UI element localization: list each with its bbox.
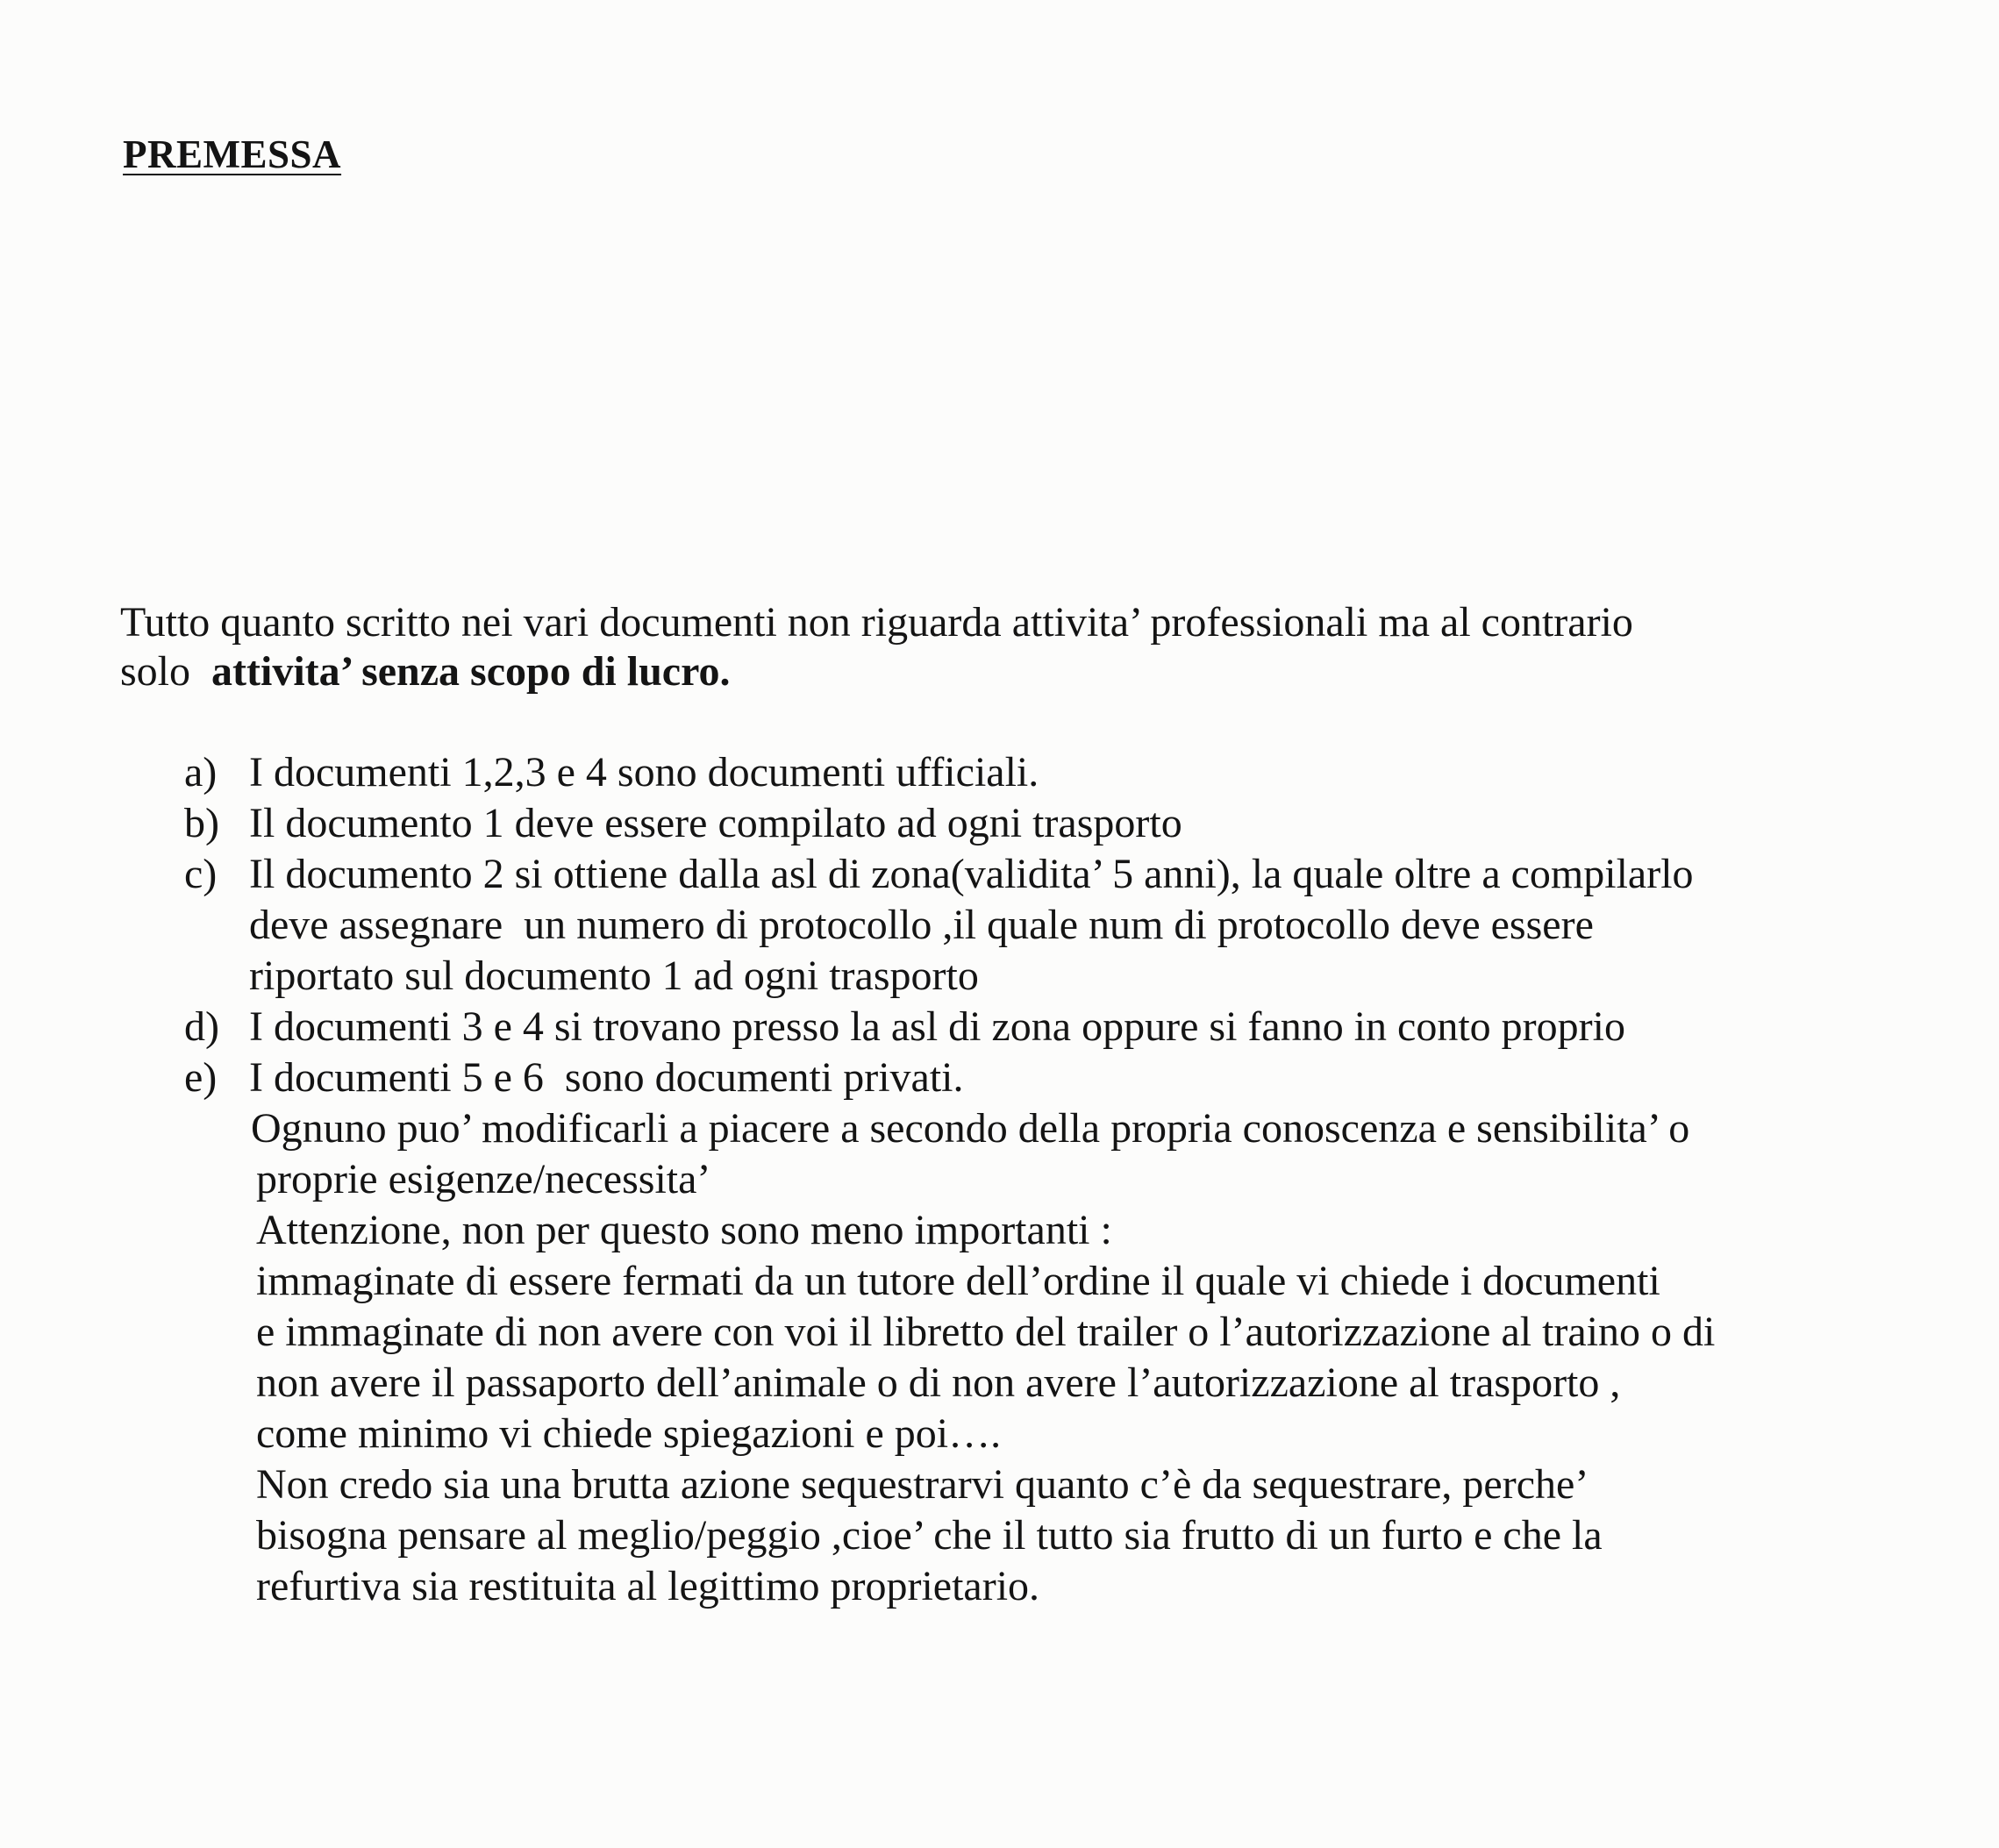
intro-line-2-prefix: solo (120, 648, 212, 695)
note-line-3: Attenzione, non per questo sono meno importanti : (256, 1207, 1112, 1253)
note-line-10: refurtiva sia restituita al legittimo proprietario. (256, 1563, 1040, 1609)
note-line-1: Ognuno puo’ modificarli a piacere a secondo della propria conoscenza e sensibilita’ o (251, 1105, 1690, 1152)
note-line-5: e immaginate di non avere con voi il libretto del trailer o l’autorizzazione al traino o di (256, 1309, 1716, 1355)
document-heading: PREMESSA (123, 132, 342, 176)
list-marker-e: e) (184, 1054, 218, 1101)
note-line-8: Non credo sia una brutta azione sequestrarvi quanto c’è da sequestrare, perche’ (256, 1461, 1589, 1508)
list-item-a-line-1: I documenti 1,2,3 e 4 sono documenti ufficiali. (249, 749, 1039, 796)
list-item-d-line-1: I documenti 3 e 4 si trovano presso la asl di zona oppure si fanno in conto proprio (249, 1003, 1625, 1050)
note-line-2: proprie esigenze/necessita’ (256, 1156, 711, 1202)
intro-line-2 (120, 647, 1962, 696)
list-item-b-line-1: Il documento 1 deve essere compilato ad ogni trasporto (249, 800, 1182, 846)
intro-bold-text: attivita’ senza scopo di lucro. (211, 648, 731, 695)
list-item-c-line-2: deve assegnare un numero di protocollo ,il quale num di protocollo deve essere (249, 902, 1594, 948)
note-line-7: come minimo vi chiede spiegazioni e poi…. (256, 1410, 1002, 1457)
list-item-c-line-1: Il documento 2 si ottiene dalla asl di zona(validita’ 5 anni), la quale oltre a compilarlo (249, 851, 1694, 897)
list-marker-d: d) (184, 1003, 219, 1050)
list-marker-a: a) (184, 749, 218, 796)
list-marker-c: c) (184, 851, 218, 897)
note-line-9: bisogna pensare al meglio/peggio ,cioe’ che il tutto sia frutto di un furto e che la (256, 1512, 1603, 1559)
list-item-d (0, 1002, 1999, 1052)
document-list (0, 747, 1999, 1612)
list-item-b (0, 798, 1999, 849)
list-item-c (0, 849, 1999, 1002)
list-item-e-line-1: I documenti 5 e 6 sono documenti privati. (249, 1054, 964, 1101)
list-item-e (0, 1052, 1999, 1612)
list-item-c-line-3: riportato sul documento 1 ad ogni trasporto (249, 953, 979, 999)
note-line-6: non avere il passaporto dell’animale o di non avere l’autorizzazione al trasporto , (256, 1359, 1621, 1406)
list-item-a (0, 747, 1999, 798)
note-line-4: immaginate di essere fermati da un tutore dell’ordine il quale vi chiede i documenti (256, 1258, 1660, 1304)
intro-line-1: Tutto quanto scritto nei vari documenti non riguarda attivita’ professionali ma al contrario (120, 599, 1633, 646)
list-item-e-note (251, 1103, 1999, 1612)
list-marker-b: b) (184, 800, 219, 846)
intro-paragraph (120, 598, 1962, 696)
